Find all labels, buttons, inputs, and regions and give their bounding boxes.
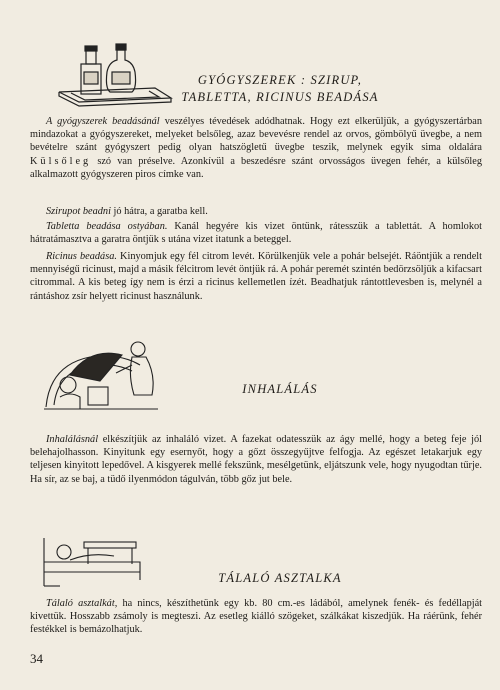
paragraph-text: szó van préselve. Azonkívül a beszedésre szánt orvosságos üvegen fehér, a külsőleg alkalmazott gyógyszeren piros címke van. [30, 155, 482, 180]
section-title-line-2: TABLETTA, RICINUS BEADÁSA [181, 90, 379, 104]
paragraph-syrup [30, 205, 482, 218]
section-title-text: INHALÁLÁS [242, 382, 318, 396]
section-title-serving-table [160, 570, 400, 587]
page-number: 34 [30, 651, 43, 666]
section-title-medicines [160, 72, 400, 106]
paragraph-serving-table [30, 597, 482, 637]
bed-table-illustration [40, 528, 150, 588]
lead-phrase: Ricinus beadása. [46, 251, 117, 262]
lead-phrase: Tálaló asztalkát, [46, 598, 118, 609]
paragraph-text: elkészítjük az inhaláló vizet. A fazekat odatesszük az ágy mellé, hogy a beteg feje jól belehajolhasson. Kinyitunk egy esernyőt, hogy a gőzt összegyűjtve felfogja. Az egészet letakarjuk egy teljesen kinyitott lepedővel. A kisgyerek mellé fekszünk, mesélgetünk, eljátszunk vele, hogy nyugodtan tűrje. Ha sír, az se baj, a tüdő ilyenmódon tágulván, több gőz jut bele. [30, 434, 482, 485]
lead-phrase: Szirupot beadni [46, 206, 111, 217]
section-title-line-1: GYÓGYSZEREK : SZIRUP, [197, 73, 363, 87]
paragraph-text: Kanál hegyére kis vizet öntünk, rátesszük a tablettát. A homlokot hátratámasztva a garatra öntjük s utána vizet itatunk a beteggel. [30, 221, 482, 246]
lead-phrase: A gyógyszerek beadásánál [46, 116, 160, 127]
paragraph-tablet [30, 220, 482, 246]
paragraph-text: jó hátra, a garatba kell. [110, 206, 208, 217]
embossed-word: Külsőleg [30, 155, 92, 167]
paragraph-castor-oil [30, 250, 482, 303]
lead-phrase: Inhalálásnál [46, 434, 99, 445]
paragraph-text: ha nincs, készíthetünk egy kb. 80 cm.-es ládából, amelynek fenék- és fedéllapját kivettük. Hosszabb zsámoly is megteszi. Az esetleg kiálló szögeket, szálkákat kiszedjük. Ha ráérünk, fehér festékkel is bemázolhatjuk. [30, 598, 483, 636]
inhalation-illustration [40, 335, 160, 415]
paragraph-text: veszélyes tévedések adódhatnak. Hogy ezt elkerüljük, a gyógyszertárban mindazokat a gyógyszereket, melyeket belsőleg, azaz bevevésre rendel az orvos, gömbölyű üvegbe, a nem bevételre szánt gyógyszert pedig olyan hatszögletű üvegbe teszik, melynek egyik sima oldalára [30, 116, 482, 154]
lead-phrase: Tabletta beadása ostyában. [46, 221, 168, 232]
section-title-text: TÁLALÓ ASZTALKA [218, 571, 342, 585]
paragraph-inhalation [30, 433, 482, 486]
section-title-inhalation [160, 381, 400, 398]
paragraph-medicines-intro [30, 115, 482, 181]
medicine-bottles-illustration [55, 38, 175, 110]
paragraph-text: Kinyomjuk egy fél citrom levét. Körülkenjük vele a pohár belsejét. Ráöntjük a rendelt mennyiségű ricinust, majd a másik félcitrom levét öntjük rá. A pohár peremét szintén bedörzsöljük a kifacsart citrommal. A kis beteg így nem is érzi a ricinus kellemetlen ízét. Beadhatjuk rántottlevesben is, melynél a rántáshoz zsír helyett ricinust használunk. [30, 251, 482, 302]
